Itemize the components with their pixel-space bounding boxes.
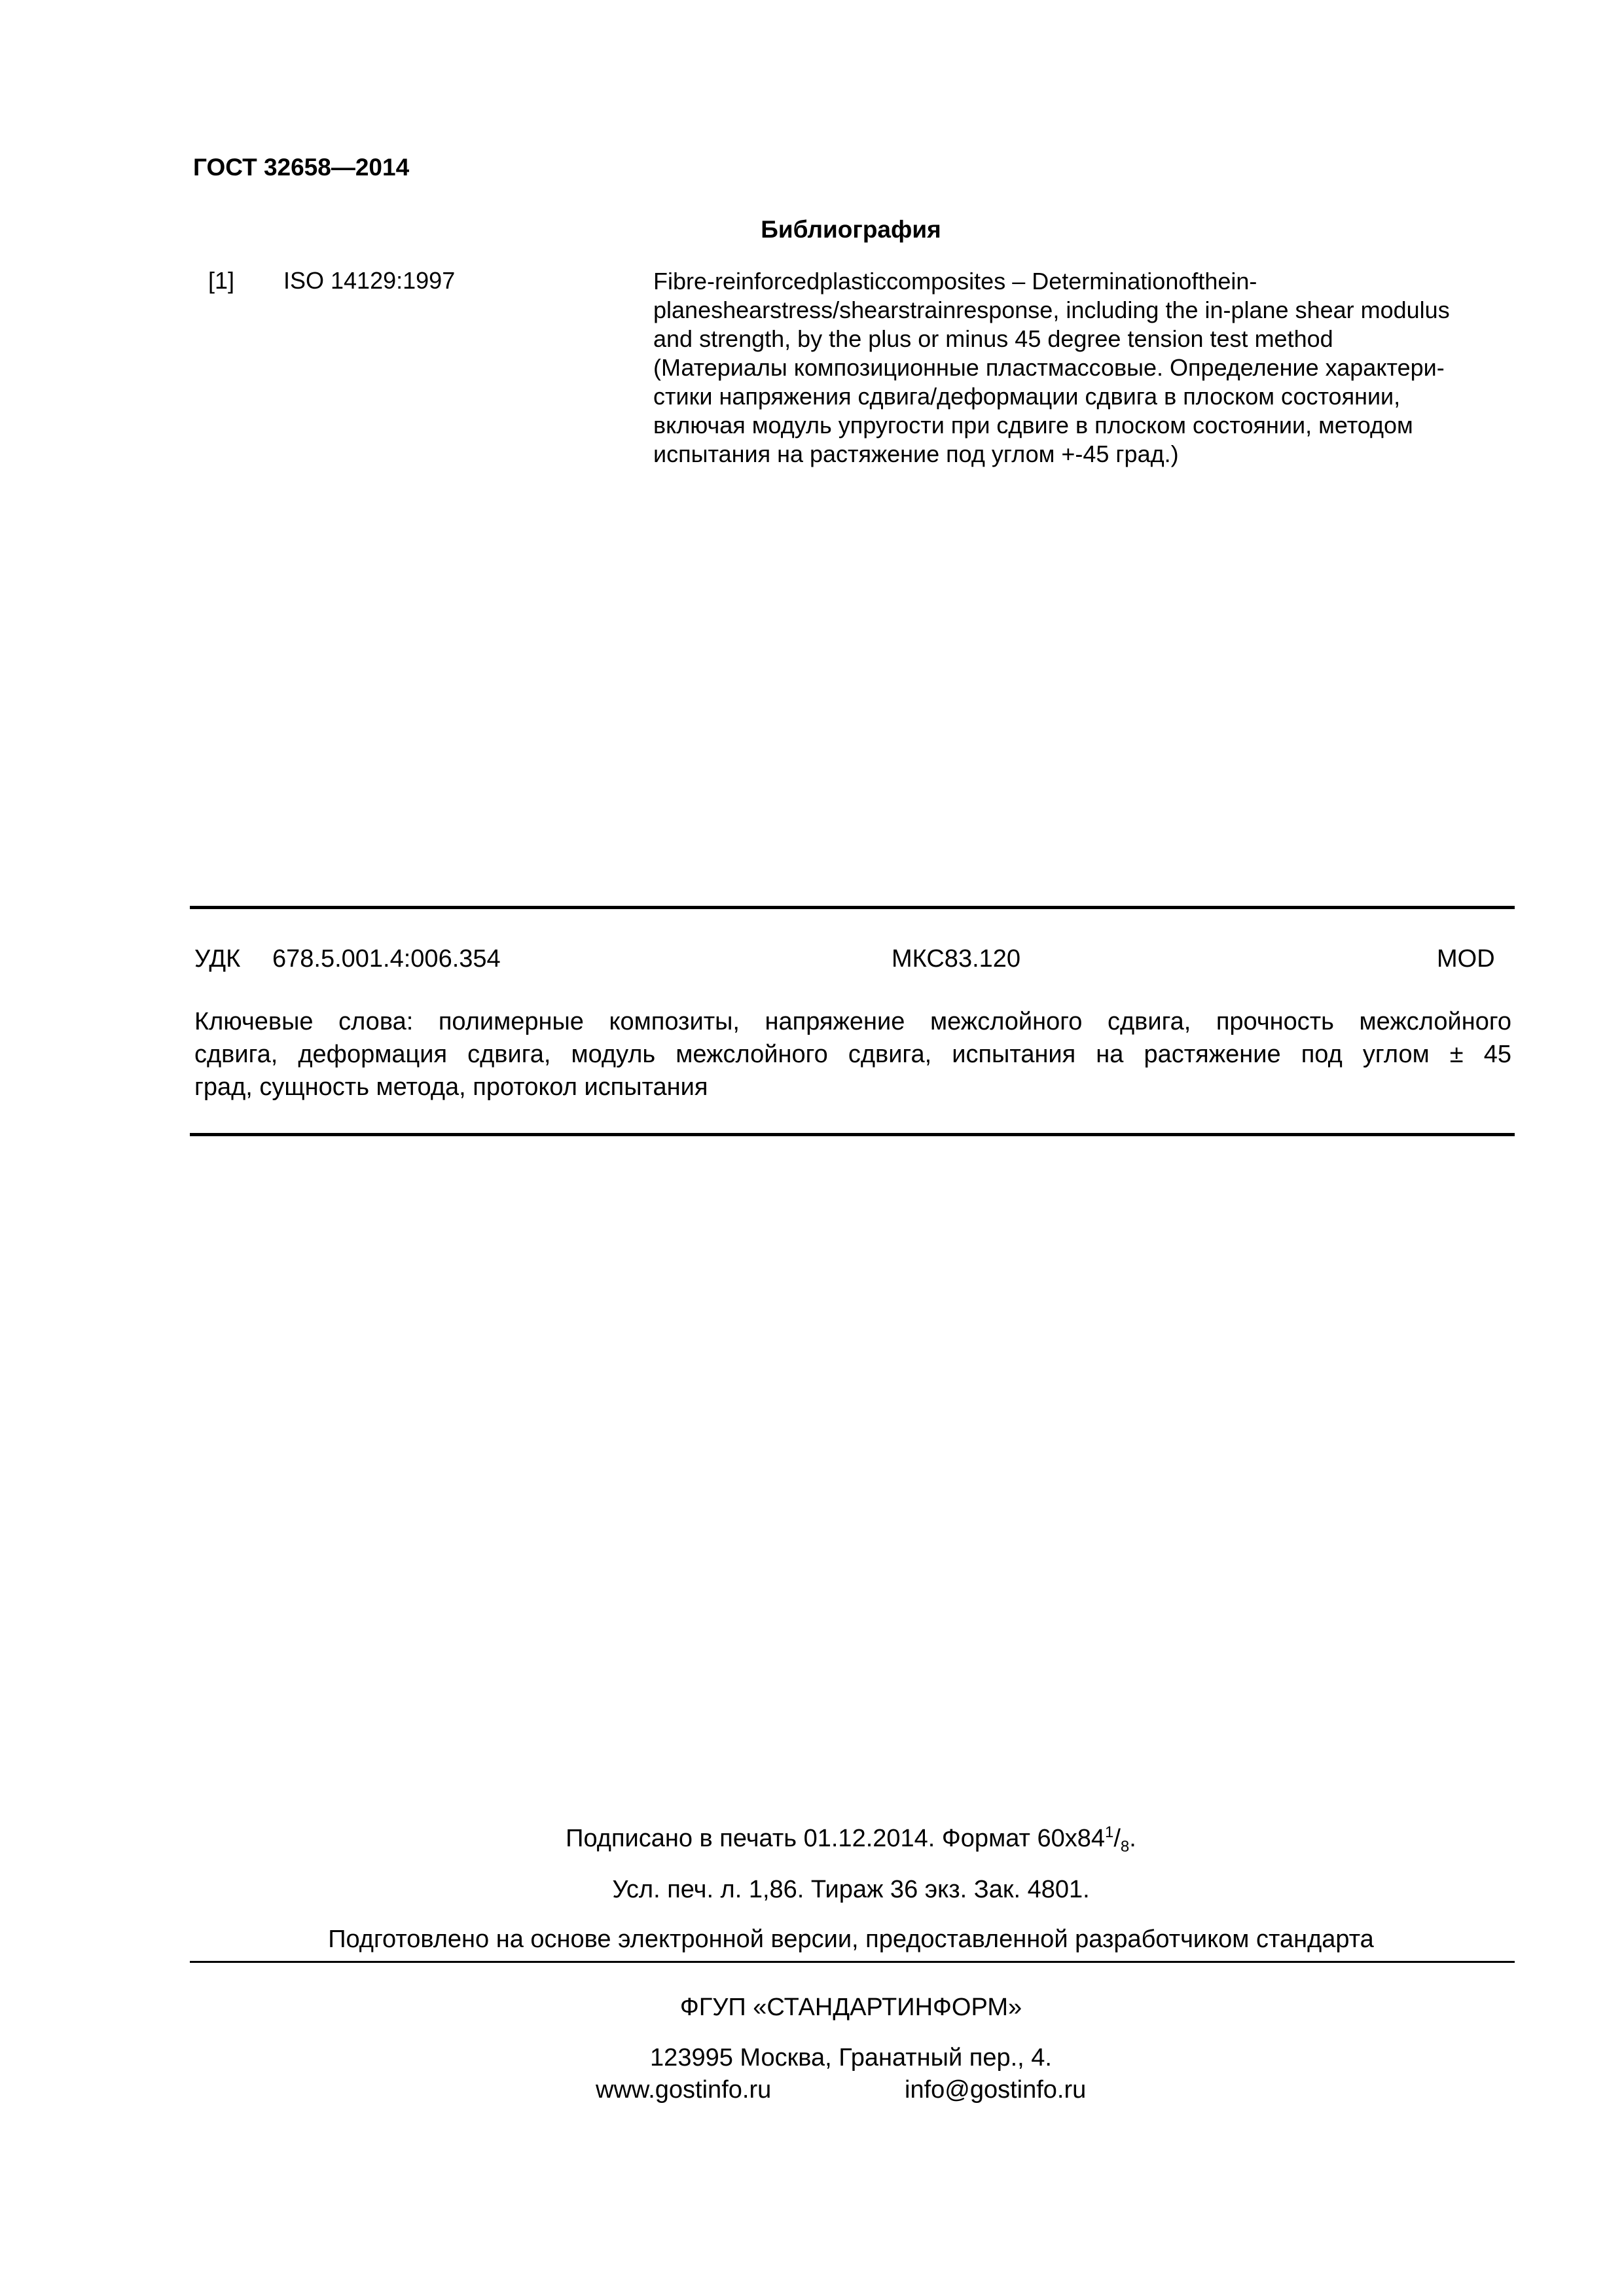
description-line: включая модуль упругости при сдвиге в плоском состоянии, методом — [653, 412, 1413, 439]
email-link[interactable]: info@gostinfo.ru — [905, 2076, 1087, 2104]
signed-text: Подписано в печать 01.12.2014. Формат 60х84 — [566, 1825, 1105, 1852]
website-link[interactable]: www.gostinfo.ru — [596, 2076, 772, 2104]
bibliography-entry-description — [653, 267, 1517, 469]
publisher: ФГУП «СТАНДАРТИНФОРМ» — [679, 1994, 1022, 2021]
description-line: испытания на растяжение под углом +-45 град.) — [653, 440, 1179, 467]
keywords-line: сдвига, деформация сдвига, модуль межслойного сдвига, испытания на растяжение под углом ± 45 — [194, 1041, 1511, 1068]
udk-value: 678.5.001.4:006.354 — [272, 945, 501, 973]
format-numerator: 1 — [1104, 1823, 1114, 1841]
address: 123995 Москва, Гранатный пер., 4. — [650, 2044, 1052, 2072]
format-suffix: . — [1129, 1825, 1136, 1852]
format-fraction — [1104, 1823, 1130, 1856]
format-slash: / — [1113, 1825, 1121, 1852]
description-line: Fibre-reinforcedplasticcomposites – Determinationofthein- — [653, 268, 1257, 295]
keywords-line: град, сущность метода, протокол испытания — [194, 1073, 708, 1101]
udk-label: УДК — [194, 945, 241, 973]
bibliography-entry-reference: ISO 14129:1997 — [283, 267, 456, 294]
bibliography-title: Библиография — [761, 216, 941, 243]
keywords-line: Ключевые слова: полимерные композиты, напряжение межслойного сдвига, прочность межслойного — [194, 1008, 1511, 1035]
description-line: (Материалы композиционные пластмассовые. Определение характери- — [653, 354, 1445, 381]
format-denominator: 8 — [1120, 1838, 1130, 1856]
prepared-note: Подготовлено на основе электронной версии, предоставленной разработчиком стандарта — [328, 1926, 1374, 1953]
imprint-divider — [190, 1961, 1515, 1963]
standard-number: ГОСТ 32658—2014 — [193, 154, 410, 181]
mod-designation: MOD — [1437, 945, 1495, 973]
print-info: Усл. печ. л. 1,86. Тираж 36 экз. Зак. 4801. — [612, 1876, 1090, 1903]
bibliography-entry-number: [1] — [208, 267, 235, 294]
mks-code: МКС83.120 — [892, 945, 1021, 973]
description-line: planeshearstress/shearstrainresponse, including the in-plane shear modulus — [653, 296, 1450, 323]
divider-bottom — [190, 1133, 1515, 1136]
signed-line — [0, 1823, 1624, 1856]
keywords — [194, 1005, 1511, 1103]
description-line: and strength, by the plus or minus 45 degree tension test method — [653, 325, 1333, 352]
description-line: стики напряжения сдвига/деформации сдвига в плоском состоянии, — [653, 383, 1401, 410]
divider-top — [190, 906, 1515, 909]
